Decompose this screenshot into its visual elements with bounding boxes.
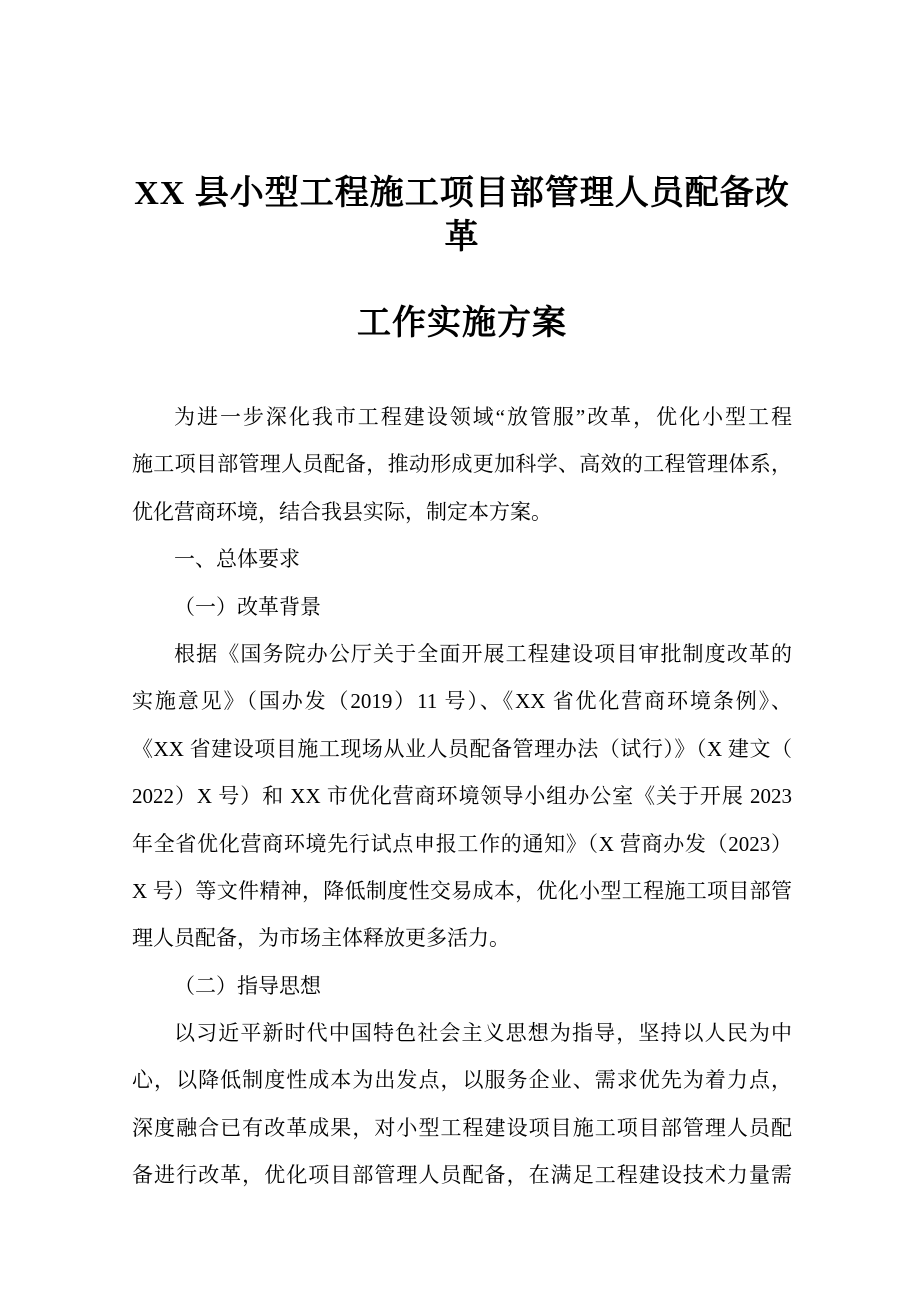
text-line: 优化营商环境，结合我县实际，制定本方案。 (132, 499, 552, 524)
text-line: X 号）等文件精神，降低制度性交易成本，优化小型工程施工项目部管 (132, 878, 792, 903)
text-line: 以习近平新时代中国特色社会主义思想为指导，坚持以人民为中 (174, 1021, 792, 1046)
text-line: 深度融合已有改革成果，对小型工程建设项目施工项目部管理人员配 (132, 1115, 792, 1140)
text-line: 施工项目部管理人员配备，推动形成更加科学、高效的工程管理体系， (132, 452, 792, 477)
document-title-line-1: XX 县小型工程施工项目部管理人员配备改革 (134, 175, 790, 256)
text-line: 一、总体要求 (174, 547, 300, 572)
text-line: 根据《国务院办公厅关于全面开展工程建设项目审批制度改革的 (174, 641, 792, 666)
text-line: 备进行改革，优化项目部管理人员配备，在满足工程建设技术力量需 (132, 1163, 792, 1188)
text-line: 理人员配备，为市场主体释放更多活力。 (132, 926, 510, 951)
text-line: 2022）X 号）和 XX 市优化营商环境领导小组办公室《关于开展 2023 (132, 784, 792, 809)
text-line: 《XX 省建设项目施工现场从业人员配备管理办法（试行）》（X 建文（ (132, 736, 792, 761)
text-line: （一）改革背景 (174, 594, 321, 619)
text-line: 为进一步深化我市工程建设领域“放管服”改革，优化小型工程 (174, 405, 792, 429)
text-line: 年全省优化营商环境先行试点申报工作的通知》（X 营商办发（2023） (132, 831, 792, 856)
document-title-line-2: 工作实施方案 (357, 305, 567, 342)
document-body (132, 394, 792, 1200)
text-line: 心，以降低制度性成本为出发点，以服务企业、需求优先为着力点， (132, 1068, 792, 1093)
document-content (132, 172, 792, 1200)
text-line: 实施意见》（国办发（2019）11 号）、《XX 省优化营商环境条例》、 (132, 689, 792, 714)
text-line: （二）指导思想 (174, 973, 321, 998)
